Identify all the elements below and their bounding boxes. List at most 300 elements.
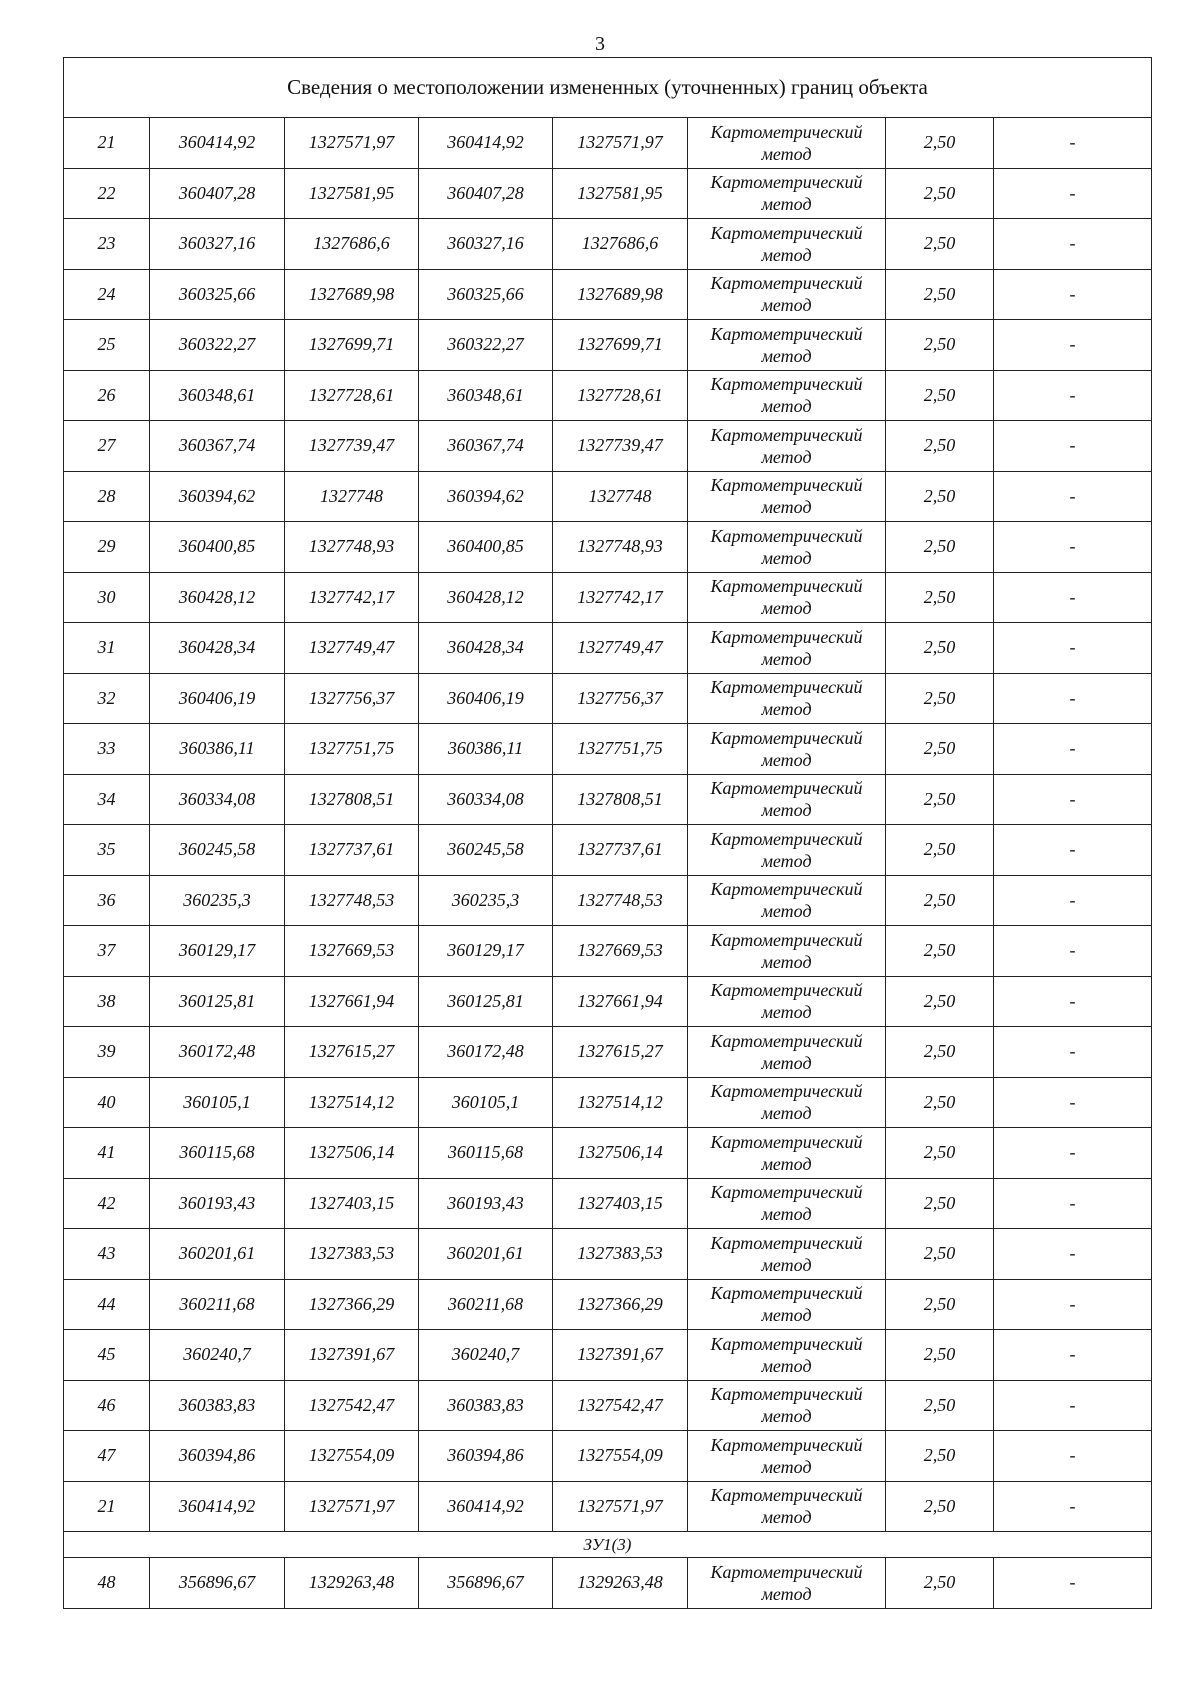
y-new-cell: 1327728,61 (553, 370, 688, 421)
method-text: метод (761, 194, 812, 215)
table-row (64, 1481, 1152, 1532)
x-new-cell: 360394,62 (419, 471, 553, 522)
point-number-cell: 21 (64, 1481, 150, 1532)
method-text: Картометрический (710, 576, 863, 597)
y-new-cell: 1327571,97 (553, 1481, 688, 1532)
method-text: Картометрический (710, 1131, 863, 1152)
accuracy-cell: 2,50 (886, 774, 994, 825)
table-row (64, 320, 1152, 371)
x-old-cell: 360327,16 (150, 219, 285, 270)
x-old-cell: 360322,27 (150, 320, 285, 371)
note-cell: - (994, 1330, 1152, 1381)
point-number-cell: 38 (64, 976, 150, 1027)
table-row (64, 421, 1152, 472)
method-text: метод (761, 800, 812, 821)
y-old-cell: 1327748 (285, 471, 419, 522)
y-old-cell: 1327571,97 (285, 1481, 419, 1532)
method-text: метод (761, 446, 812, 467)
table-row (64, 219, 1152, 270)
table-row (64, 1558, 1152, 1609)
x-old-cell: 360115,68 (150, 1128, 285, 1179)
table-row (64, 1077, 1152, 1128)
method-text: метод (761, 1355, 812, 1376)
table-row (64, 572, 1152, 623)
x-old-cell: 360414,92 (150, 118, 285, 169)
y-new-cell: 1327739,47 (553, 421, 688, 472)
note-cell: - (994, 926, 1152, 977)
method-text: метод (761, 749, 812, 770)
accuracy-cell: 2,50 (886, 1431, 994, 1482)
x-new-cell: 360334,08 (419, 774, 553, 825)
method-text: Картометрический (710, 374, 863, 395)
table-row (64, 522, 1152, 573)
x-old-cell: 360325,66 (150, 269, 285, 320)
x-new-cell: 360386,11 (419, 724, 553, 775)
x-new-cell: 360327,16 (419, 219, 553, 270)
method-text: метод (761, 1406, 812, 1427)
table-row (64, 1027, 1152, 1078)
point-number-cell: 39 (64, 1027, 150, 1078)
note-cell: - (994, 219, 1152, 270)
method-text: метод (761, 951, 812, 972)
method-cell (688, 1178, 886, 1229)
y-old-cell: 1327751,75 (285, 724, 419, 775)
x-old-cell: 360394,62 (150, 471, 285, 522)
method-text: метод (761, 901, 812, 922)
point-number-cell: 27 (64, 421, 150, 472)
method-text: метод (761, 699, 812, 720)
y-new-cell: 1327756,37 (553, 673, 688, 724)
table-row (64, 875, 1152, 926)
method-cell (688, 1077, 886, 1128)
note-cell: - (994, 269, 1152, 320)
y-new-cell: 1327748,53 (553, 875, 688, 926)
y-old-cell: 1327391,67 (285, 1330, 419, 1381)
x-old-cell: 356896,67 (150, 1558, 285, 1609)
method-cell (688, 168, 886, 219)
method-text: Картометрический (710, 879, 863, 900)
table-row (64, 1431, 1152, 1482)
note-cell: - (994, 1077, 1152, 1128)
y-new-cell: 1327403,15 (553, 1178, 688, 1229)
x-old-cell: 360334,08 (150, 774, 285, 825)
y-old-cell: 1327383,53 (285, 1229, 419, 1280)
method-text: метод (761, 295, 812, 316)
method-text: метод (761, 850, 812, 871)
y-new-cell: 1327808,51 (553, 774, 688, 825)
accuracy-cell: 2,50 (886, 471, 994, 522)
accuracy-cell: 2,50 (886, 1380, 994, 1431)
point-number-cell: 43 (64, 1229, 150, 1280)
x-new-cell: 360245,58 (419, 825, 553, 876)
method-cell (688, 1558, 886, 1609)
method-text: Картометрический (710, 323, 863, 344)
table-row (64, 1330, 1152, 1381)
x-old-cell: 360428,34 (150, 623, 285, 674)
accuracy-cell: 2,50 (886, 825, 994, 876)
method-text: метод (761, 598, 812, 619)
method-cell (688, 269, 886, 320)
method-text: Картометрический (710, 1232, 863, 1253)
x-old-cell: 360414,92 (150, 1481, 285, 1532)
point-number-cell: 25 (64, 320, 150, 371)
method-cell (688, 1279, 886, 1330)
x-new-cell: 360115,68 (419, 1128, 553, 1179)
x-old-cell: 360235,3 (150, 875, 285, 926)
accuracy-cell: 2,50 (886, 421, 994, 472)
note-cell: - (994, 1128, 1152, 1179)
table-row (64, 471, 1152, 522)
method-cell (688, 1027, 886, 1078)
method-cell (688, 623, 886, 674)
x-old-cell: 360201,61 (150, 1229, 285, 1280)
method-text: Картометрический (710, 929, 863, 950)
method-text: Картометрический (710, 1081, 863, 1102)
note-cell: - (994, 1431, 1152, 1482)
method-text: Картометрический (710, 677, 863, 698)
point-number-cell: 42 (64, 1178, 150, 1229)
method-text: Картометрический (710, 1485, 863, 1506)
table-row (64, 118, 1152, 169)
table-row (64, 370, 1152, 421)
method-text: Картометрический (710, 475, 863, 496)
method-text: Картометрический (710, 1384, 863, 1405)
note-cell: - (994, 471, 1152, 522)
accuracy-cell: 2,50 (886, 976, 994, 1027)
point-number-cell: 24 (64, 269, 150, 320)
y-old-cell: 1327366,29 (285, 1279, 419, 1330)
y-old-cell: 1327581,95 (285, 168, 419, 219)
table-row (64, 926, 1152, 977)
note-cell: - (994, 320, 1152, 371)
x-new-cell: 360428,12 (419, 572, 553, 623)
method-cell (688, 522, 886, 573)
point-number-cell: 36 (64, 875, 150, 926)
x-old-cell: 360348,61 (150, 370, 285, 421)
method-cell (688, 825, 886, 876)
section-row (64, 1532, 1152, 1558)
method-cell (688, 1481, 886, 1532)
note-cell: - (994, 1027, 1152, 1078)
y-new-cell: 1329263,48 (553, 1558, 688, 1609)
y-new-cell: 1327554,09 (553, 1431, 688, 1482)
point-number-cell: 47 (64, 1431, 150, 1482)
method-text: метод (761, 244, 812, 265)
y-old-cell: 1327699,71 (285, 320, 419, 371)
method-text: метод (761, 1052, 812, 1073)
method-text: метод (761, 1002, 812, 1023)
method-cell (688, 1380, 886, 1431)
note-cell: - (994, 572, 1152, 623)
method-cell (688, 1330, 886, 1381)
method-cell (688, 1229, 886, 1280)
point-number-cell: 23 (64, 219, 150, 270)
note-cell: - (994, 825, 1152, 876)
x-old-cell: 360386,11 (150, 724, 285, 775)
y-new-cell: 1327542,47 (553, 1380, 688, 1431)
y-old-cell: 1327749,47 (285, 623, 419, 674)
point-number-cell: 29 (64, 522, 150, 573)
y-old-cell: 1327686,6 (285, 219, 419, 270)
x-new-cell: 360407,28 (419, 168, 553, 219)
x-old-cell: 360383,83 (150, 1380, 285, 1431)
y-old-cell: 1327403,15 (285, 1178, 419, 1229)
point-number-cell: 46 (64, 1380, 150, 1431)
accuracy-cell: 2,50 (886, 1481, 994, 1532)
note-cell: - (994, 370, 1152, 421)
accuracy-cell: 2,50 (886, 1558, 994, 1609)
accuracy-cell: 2,50 (886, 1279, 994, 1330)
point-number-cell: 48 (64, 1558, 150, 1609)
x-old-cell: 360193,43 (150, 1178, 285, 1229)
section-label: ЗУ1(3) (64, 1532, 1152, 1558)
y-new-cell: 1327391,67 (553, 1330, 688, 1381)
table-row (64, 168, 1152, 219)
y-new-cell: 1327615,27 (553, 1027, 688, 1078)
method-cell (688, 572, 886, 623)
note-cell: - (994, 724, 1152, 775)
y-new-cell: 1327366,29 (553, 1279, 688, 1330)
method-text: метод (761, 547, 812, 568)
note-cell: - (994, 875, 1152, 926)
method-text: метод (761, 648, 812, 669)
point-number-cell: 22 (64, 168, 150, 219)
method-cell (688, 1128, 886, 1179)
x-new-cell: 360383,83 (419, 1380, 553, 1431)
table-row (64, 1178, 1152, 1229)
method-text: Картометрический (710, 1283, 863, 1304)
method-text: Картометрический (710, 1561, 863, 1582)
method-cell (688, 673, 886, 724)
method-text: Картометрический (710, 980, 863, 1001)
y-new-cell: 1327581,95 (553, 168, 688, 219)
note-cell: - (994, 118, 1152, 169)
method-text: Картометрический (710, 222, 863, 243)
x-new-cell: 360129,17 (419, 926, 553, 977)
y-old-cell: 1327728,61 (285, 370, 419, 421)
method-text: метод (761, 1456, 812, 1477)
method-cell (688, 471, 886, 522)
method-text: Картометрический (710, 1434, 863, 1455)
x-new-cell: 360414,92 (419, 118, 553, 169)
table-title-row (64, 58, 1152, 118)
method-text: метод (761, 1254, 812, 1275)
point-number-cell: 26 (64, 370, 150, 421)
y-new-cell: 1327661,94 (553, 976, 688, 1027)
y-new-cell: 1327751,75 (553, 724, 688, 775)
accuracy-cell: 2,50 (886, 269, 994, 320)
y-new-cell: 1327571,97 (553, 118, 688, 169)
point-number-cell: 21 (64, 118, 150, 169)
y-old-cell: 1327615,27 (285, 1027, 419, 1078)
x-new-cell: 360348,61 (419, 370, 553, 421)
note-cell: - (994, 1229, 1152, 1280)
method-cell (688, 724, 886, 775)
table-row (64, 673, 1152, 724)
note-cell: - (994, 1178, 1152, 1229)
y-new-cell: 1327748,93 (553, 522, 688, 573)
method-text: метод (761, 396, 812, 417)
table-row (64, 1380, 1152, 1431)
y-old-cell: 1327669,53 (285, 926, 419, 977)
point-number-cell: 37 (64, 926, 150, 977)
x-new-cell: 360394,86 (419, 1431, 553, 1482)
y-new-cell: 1327514,12 (553, 1077, 688, 1128)
y-old-cell: 1327739,47 (285, 421, 419, 472)
x-old-cell: 360406,19 (150, 673, 285, 724)
x-old-cell: 360105,1 (150, 1077, 285, 1128)
method-text: Картометрический (710, 424, 863, 445)
y-new-cell: 1327699,71 (553, 320, 688, 371)
x-new-cell: 360211,68 (419, 1279, 553, 1330)
x-old-cell: 360240,7 (150, 1330, 285, 1381)
accuracy-cell: 2,50 (886, 623, 994, 674)
note-cell: - (994, 1380, 1152, 1431)
y-old-cell: 1327689,98 (285, 269, 419, 320)
y-old-cell: 1327571,97 (285, 118, 419, 169)
accuracy-cell: 2,50 (886, 1128, 994, 1179)
method-cell (688, 926, 886, 977)
x-old-cell: 360400,85 (150, 522, 285, 573)
method-text: Картометрический (710, 626, 863, 647)
note-cell: - (994, 168, 1152, 219)
method-text: Картометрический (710, 172, 863, 193)
point-number-cell: 31 (64, 623, 150, 674)
method-text: Картометрический (710, 727, 863, 748)
method-text: метод (761, 1103, 812, 1124)
accuracy-cell: 2,50 (886, 1178, 994, 1229)
y-old-cell: 1327554,09 (285, 1431, 419, 1482)
method-text: Картометрический (710, 1030, 863, 1051)
method-cell (688, 774, 886, 825)
x-new-cell: 360105,1 (419, 1077, 553, 1128)
accuracy-cell: 2,50 (886, 724, 994, 775)
note-cell: - (994, 1558, 1152, 1609)
x-old-cell: 360367,74 (150, 421, 285, 472)
method-cell (688, 219, 886, 270)
method-cell (688, 1431, 886, 1482)
method-text: метод (761, 1583, 812, 1604)
page-number: 3 (595, 33, 605, 55)
coordinates-table (63, 57, 1152, 1609)
accuracy-cell: 2,50 (886, 875, 994, 926)
note-cell: - (994, 673, 1152, 724)
method-text: метод (761, 1204, 812, 1225)
y-new-cell: 1327689,98 (553, 269, 688, 320)
method-text: метод (761, 1305, 812, 1326)
table-row (64, 1279, 1152, 1330)
y-old-cell: 1327748,93 (285, 522, 419, 573)
point-number-cell: 33 (64, 724, 150, 775)
accuracy-cell: 2,50 (886, 1077, 994, 1128)
point-number-cell: 34 (64, 774, 150, 825)
method-cell (688, 370, 886, 421)
method-text: метод (761, 497, 812, 518)
table-row (64, 825, 1152, 876)
method-text: Картометрический (710, 1333, 863, 1354)
point-number-cell: 45 (64, 1330, 150, 1381)
accuracy-cell: 2,50 (886, 926, 994, 977)
accuracy-cell: 2,50 (886, 572, 994, 623)
table-row (64, 269, 1152, 320)
y-new-cell: 1327742,17 (553, 572, 688, 623)
x-new-cell: 356896,67 (419, 1558, 553, 1609)
y-new-cell: 1327383,53 (553, 1229, 688, 1280)
x-new-cell: 360201,61 (419, 1229, 553, 1280)
y-old-cell: 1327542,47 (285, 1380, 419, 1431)
method-text: метод (761, 1153, 812, 1174)
y-old-cell: 1327506,14 (285, 1128, 419, 1179)
table-row (64, 724, 1152, 775)
method-text: Картометрический (710, 525, 863, 546)
method-cell (688, 421, 886, 472)
y-old-cell: 1327808,51 (285, 774, 419, 825)
y-old-cell: 1327737,61 (285, 825, 419, 876)
point-number-cell: 30 (64, 572, 150, 623)
accuracy-cell: 2,50 (886, 1229, 994, 1280)
y-old-cell: 1329263,48 (285, 1558, 419, 1609)
method-text: метод (761, 1507, 812, 1528)
note-cell: - (994, 522, 1152, 573)
x-new-cell: 360400,85 (419, 522, 553, 573)
method-cell (688, 976, 886, 1027)
accuracy-cell: 2,50 (886, 522, 994, 573)
x-old-cell: 360428,12 (150, 572, 285, 623)
accuracy-cell: 2,50 (886, 1027, 994, 1078)
y-old-cell: 1327661,94 (285, 976, 419, 1027)
y-new-cell: 1327749,47 (553, 623, 688, 674)
y-old-cell: 1327742,17 (285, 572, 419, 623)
table-row (64, 976, 1152, 1027)
x-old-cell: 360407,28 (150, 168, 285, 219)
x-new-cell: 360240,7 (419, 1330, 553, 1381)
accuracy-cell: 2,50 (886, 168, 994, 219)
y-new-cell: 1327686,6 (553, 219, 688, 270)
table-row (64, 774, 1152, 825)
accuracy-cell: 2,50 (886, 118, 994, 169)
note-cell: - (994, 976, 1152, 1027)
x-old-cell: 360129,17 (150, 926, 285, 977)
accuracy-cell: 2,50 (886, 370, 994, 421)
method-text: Картометрический (710, 273, 863, 294)
method-text: Картометрический (710, 121, 863, 142)
x-new-cell: 360367,74 (419, 421, 553, 472)
x-new-cell: 360322,27 (419, 320, 553, 371)
x-old-cell: 360125,81 (150, 976, 285, 1027)
method-cell (688, 118, 886, 169)
note-cell: - (994, 1481, 1152, 1532)
x-new-cell: 360325,66 (419, 269, 553, 320)
x-new-cell: 360193,43 (419, 1178, 553, 1229)
method-text: метод (761, 143, 812, 164)
point-number-cell: 44 (64, 1279, 150, 1330)
table-row (64, 1128, 1152, 1179)
y-new-cell: 1327669,53 (553, 926, 688, 977)
note-cell: - (994, 421, 1152, 472)
accuracy-cell: 2,50 (886, 320, 994, 371)
x-new-cell: 360172,48 (419, 1027, 553, 1078)
point-number-cell: 35 (64, 825, 150, 876)
accuracy-cell: 2,50 (886, 673, 994, 724)
point-number-cell: 28 (64, 471, 150, 522)
note-cell: - (994, 623, 1152, 674)
note-cell: - (994, 774, 1152, 825)
method-cell (688, 875, 886, 926)
x-new-cell: 360414,92 (419, 1481, 553, 1532)
x-old-cell: 360394,86 (150, 1431, 285, 1482)
x-old-cell: 360211,68 (150, 1279, 285, 1330)
y-new-cell: 1327737,61 (553, 825, 688, 876)
